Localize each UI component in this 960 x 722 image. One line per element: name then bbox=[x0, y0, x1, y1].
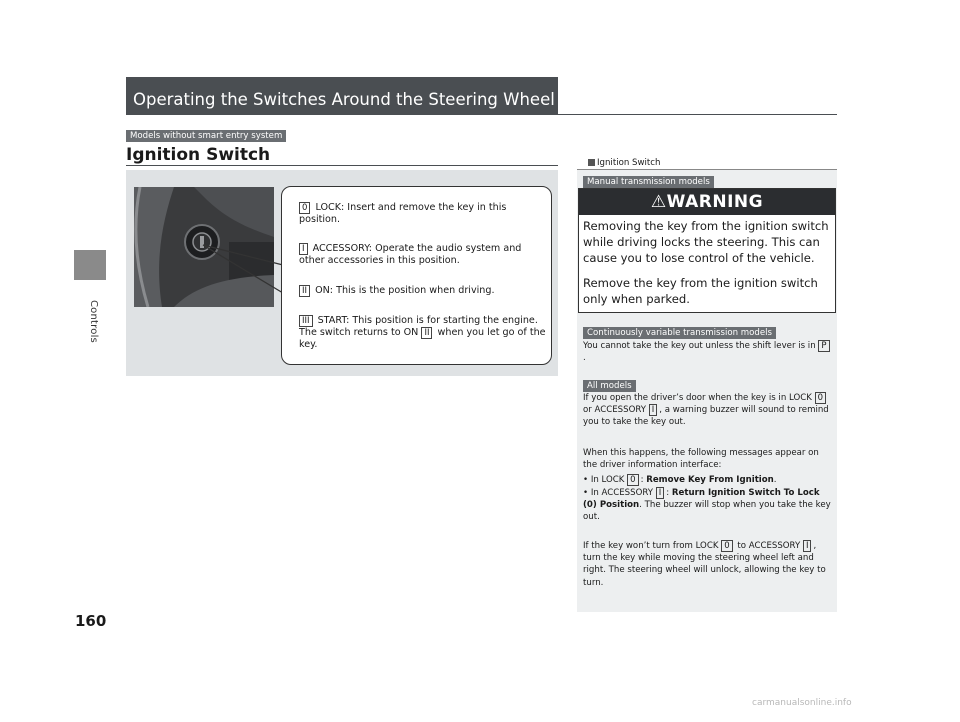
key-iii-icon: III bbox=[299, 315, 313, 327]
watermark: carmanualsonline.info bbox=[752, 698, 852, 708]
key-ii-icon: II bbox=[299, 285, 310, 297]
key-0-icon: 0 bbox=[721, 540, 732, 552]
section-rule bbox=[558, 114, 837, 115]
ignition-photo bbox=[134, 187, 274, 307]
ignition-illustration bbox=[134, 187, 274, 307]
messages-intro: When this happens, the following messages appear on the driver information interface: bbox=[583, 448, 819, 471]
turn-key-text: If the key won’t turn from LOCK 0 to ACCESSORY I , turn the key while moving the steering wheel left and right. The steering wheel will unlock, allowing the key to turn. bbox=[583, 541, 826, 588]
chapter-tab bbox=[74, 250, 106, 280]
all-models-text: If you open the driver’s door when the key is in LOCK 0 or ACCESSORY I , a warning buzzer will sound to remind you to take the key out. bbox=[583, 393, 829, 428]
model-tag-cvt: Continuously variable transmission models bbox=[583, 327, 776, 339]
bullet-lock: • In LOCK 0 : Remove Key From Ignition. bbox=[583, 475, 777, 485]
key-0-icon: 0 bbox=[627, 474, 638, 486]
position-accessory: I ACCESSORY: Operate the audio system and other accessories in this position. bbox=[299, 243, 522, 267]
position-on: II ON: This is the position when driving. bbox=[299, 285, 549, 297]
model-tag-manual: Manual transmission models bbox=[583, 176, 714, 188]
bullet-icon: • bbox=[583, 488, 589, 498]
key-0-icon: 0 bbox=[299, 202, 310, 214]
key-i-icon: I bbox=[803, 540, 812, 552]
warning-text-2: Remove the key from the ignition switch only when parked. bbox=[583, 276, 818, 306]
ignition-heading: Ignition Switch bbox=[126, 145, 271, 165]
warning-header: ⚠WARNING bbox=[579, 189, 835, 215]
warning-text-1: Removing the key from the ignition switch while driving locks the steering. This can cause you to lose control of the vehicle. bbox=[583, 219, 829, 265]
position-start: III START: This position is for starting the engine. The switch returns to ON II when you let go of the key. bbox=[299, 315, 546, 351]
sidebar-marker: Ignition Switch bbox=[588, 158, 660, 168]
key-i-icon: I bbox=[656, 487, 665, 499]
cvt-text: You cannot take the key out unless the shift lever is in P. bbox=[583, 340, 833, 364]
bullet-accessory: • In ACCESSORY I : Return Ignition Switch To Lock (0) Position. The buzzer will stop when you take the key out. bbox=[583, 488, 831, 523]
page-number: 160 bbox=[75, 612, 107, 630]
heading-rule bbox=[126, 165, 558, 166]
reference-mark-icon bbox=[588, 159, 595, 166]
key-p-icon: P bbox=[818, 340, 829, 352]
key-i-icon: I bbox=[649, 404, 658, 416]
chapter-label: Controls bbox=[88, 300, 99, 343]
position-lock: 0 LOCK: Insert and remove the key in this position. bbox=[299, 202, 507, 226]
model-tag-all: All models bbox=[583, 380, 636, 392]
key-0-icon: 0 bbox=[815, 392, 826, 404]
key-i-icon: I bbox=[299, 243, 308, 255]
key-ii-icon: II bbox=[421, 327, 432, 339]
section-title: Operating the Switches Around the Steering Wheel bbox=[133, 90, 555, 109]
warning-icon: ⚠ bbox=[650, 192, 667, 212]
bullet-icon: • bbox=[583, 475, 589, 485]
model-tag-no-smart-entry: Models without smart entry system bbox=[126, 130, 286, 142]
